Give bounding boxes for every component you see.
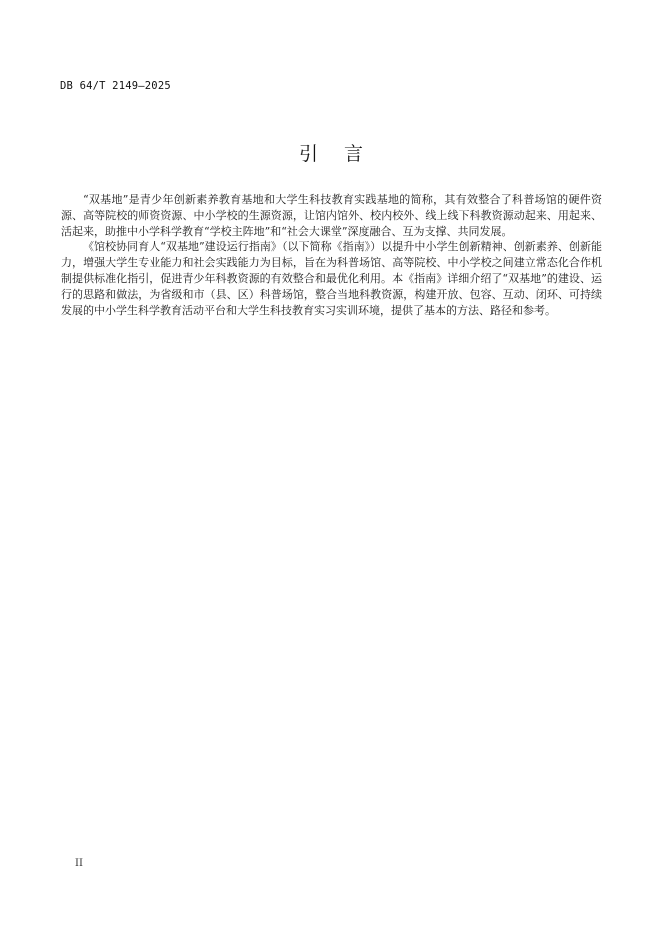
section-title: 引言	[298, 143, 389, 165]
paragraph: “双基地”是青少年创新素养教育基地和大学生科技教育实践基地的简称，其有效整合了科普场馆的硬件资源、高等院校的师资资源、中小学校的生源资源，让馆内馆外、校内校外、线上线下科教资源动起来、用起来、活起来，助推中小学科学教育“学校主阵地”和“社会大课堂”深度融合、互为支撑、共同发展。	[61, 193, 602, 238]
paragraph: 《馆校协同育人“双基地”建设运行指南》（以下简称《指南》）以提升中小学生创新精神、创新素养、创新能力，增强大学生专业能力和社会实践能力为目标，旨在为科普场馆、高等院校、中小学校之间建立常态化合作机制提供标准化指引，促进青少年科教资源的有效整合和最优化利用。本《指南》详细介绍了“双基地”的建设、运行的思路和做法，为省级和市（县、区）科普场馆，整合当地科教资源，构建开放、包容、互动、闭环、可持续发展的中小学生科学教育活动平台和大学生科技教育实习实训环境，提供了基本的方法、路径和参考。	[61, 240, 602, 317]
introduction-body	[61, 192, 602, 318]
document-standard-code: DB 64/T 2149—2025	[60, 80, 171, 92]
page-number: II	[75, 858, 83, 869]
